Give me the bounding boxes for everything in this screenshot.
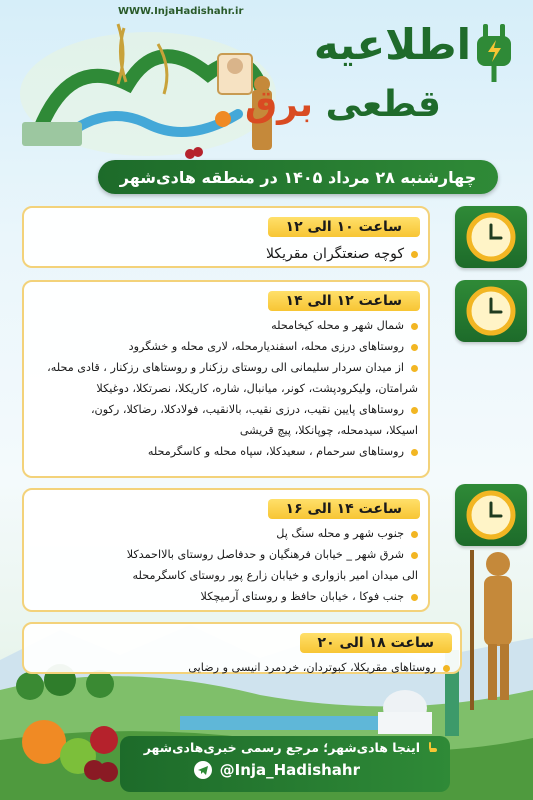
list-item: کوچه صنعتگران مقریکلا bbox=[38, 241, 418, 267]
area-list bbox=[38, 315, 418, 462]
page-title-line2 bbox=[245, 84, 441, 125]
list-item: شرق شهر _ خیابان فرهنگیان و حدفاصل روستای بالااحمدکلا bbox=[38, 544, 418, 565]
clock-icon bbox=[455, 206, 527, 268]
fruit-illustration bbox=[14, 710, 124, 790]
footer-handle-row[interactable] bbox=[130, 761, 440, 779]
list-item: شمال شهر و محله کیخامحله bbox=[38, 315, 418, 336]
list-item: روستاهای پایین نقیب، درزی نقیب، بالانقیب، فولادکلا، رضاکلا، رکون، bbox=[38, 399, 418, 420]
list-item: از میدان سردار سلیمانی الی روستای رزکنار و روستاهای رزکنار ، قادی محله، bbox=[38, 357, 418, 378]
bullet-dot bbox=[411, 594, 418, 601]
list-item: الی میدان امیر بازواری و خیابان زارع پور روستای کاسگرمحله bbox=[132, 569, 418, 582]
bullet-dot bbox=[411, 407, 418, 414]
schedule-card-2 bbox=[22, 280, 430, 478]
inja-hadishahr-logo bbox=[8, 14, 280, 164]
footer-tagline-row bbox=[130, 740, 440, 755]
bullet-dot bbox=[411, 323, 418, 330]
list-item: روستاهای مقریکلا، کبوتردان، خردمرد انیسی و رضایی bbox=[38, 657, 450, 678]
title-word-accent: برق bbox=[244, 84, 314, 125]
bullet-dot bbox=[411, 365, 418, 372]
list-item: روستاهای درزی محله، اسفندیارمحله، لاری محله و خشگرود bbox=[38, 336, 418, 357]
clock-icon bbox=[455, 280, 527, 342]
bullet-dot bbox=[411, 531, 418, 538]
plug-icon bbox=[471, 22, 517, 84]
bullet-dot bbox=[443, 665, 450, 672]
schedule-card-4 bbox=[22, 622, 462, 674]
list-item: جنب فوکا ، خیابان حافظ و روستای آرمیچکلا bbox=[38, 586, 418, 607]
bullet-dot bbox=[411, 251, 418, 258]
list-item: شرامتان، ولیکرودپشت، کونر، میانبال، شاره، کاریکلا، نصرتکلا، دوغیکلا bbox=[96, 382, 418, 395]
time-badge: ساعت ۱۴ الی ۱۶ bbox=[268, 499, 420, 519]
statue-illustration bbox=[462, 540, 532, 720]
list-item: اسیکلا، سیدمحله، چوپانکلا، پیچ قریشی bbox=[239, 424, 418, 437]
list-item: روستاهای سرحمام ، سعیدکلا، سپاه محله و کاسگرمحله bbox=[38, 441, 418, 462]
time-badge: ساعت ۱۰ الی ۱۲ bbox=[268, 217, 420, 237]
clock-icon bbox=[455, 484, 527, 546]
time-badge: ساعت ۱۸ الی ۲۰ bbox=[300, 633, 452, 653]
bullet-dot bbox=[411, 344, 418, 351]
footer-banner bbox=[120, 736, 450, 792]
title-word-main: قطعی bbox=[313, 84, 441, 125]
schedule-card-1 bbox=[22, 206, 430, 268]
area-list bbox=[38, 241, 418, 267]
time-badge: ساعت ۱۲ الی ۱۴ bbox=[268, 291, 420, 311]
bullet-dot bbox=[411, 552, 418, 559]
site-url[interactable]: WWW.InjaHadishahr.ir bbox=[118, 6, 244, 17]
footer-tagline: اینجا هادی‌شهر؛ مرجع رسمی خبری‌هادی‌شهر bbox=[143, 740, 420, 755]
bullet-dot bbox=[411, 449, 418, 456]
telegram-handle[interactable]: @Inja_Hadishahr bbox=[219, 761, 360, 779]
page-title-line1: اطلاعیه bbox=[313, 20, 471, 69]
pointing-hand-icon bbox=[426, 741, 440, 755]
area-list bbox=[38, 523, 418, 607]
telegram-icon[interactable] bbox=[194, 761, 212, 779]
date-banner: چهارشنبه ۲۸ مرداد ۱۴۰۵ در منطقه هادی‌شهر bbox=[98, 160, 498, 194]
area-list bbox=[38, 657, 450, 678]
schedule-card-3 bbox=[22, 488, 430, 612]
list-item: جنوب شهر و محله سنگ پل bbox=[38, 523, 418, 544]
